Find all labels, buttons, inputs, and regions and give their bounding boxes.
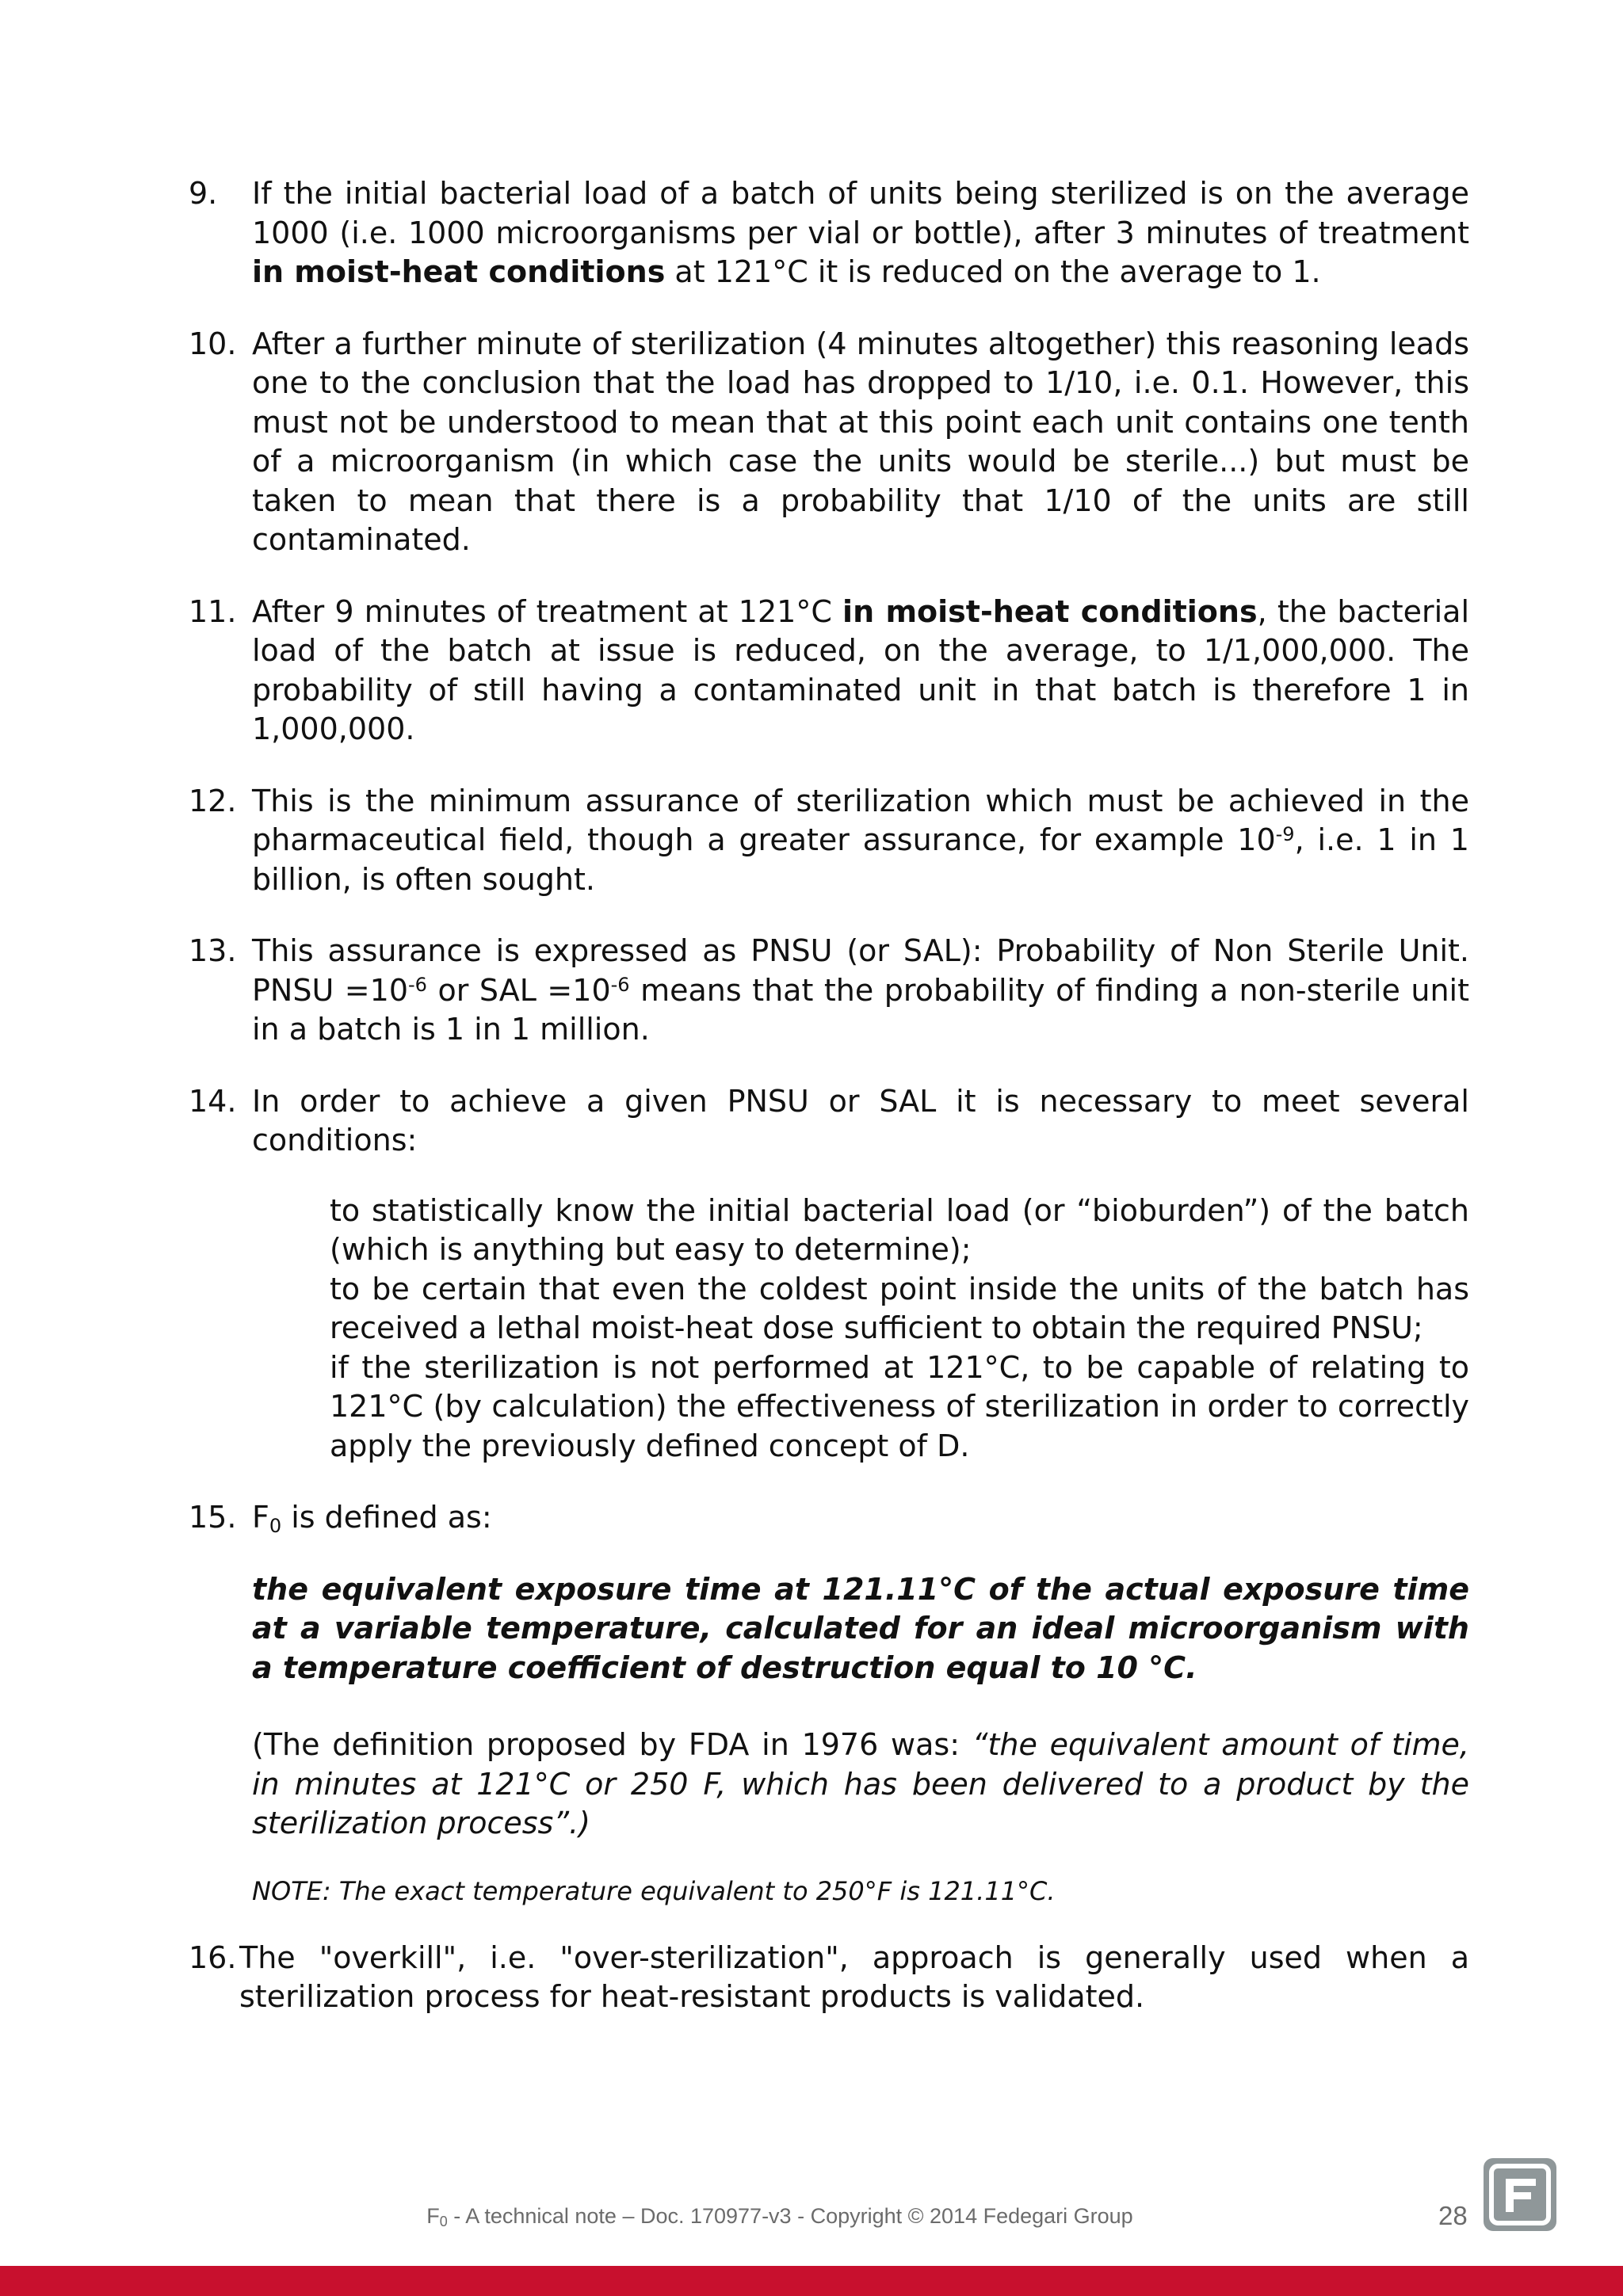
fedegari-logo-icon xyxy=(1482,2157,1558,2233)
fda-definition: (The definition proposed by FDA in 1976 was: “the equivalent amount of time, in minutes at 121°C or 250 F, which has been delivered to a product by the sterilization process”.) xyxy=(252,1727,1469,1840)
item-text: This is the minimum assurance of sterilization which must be achieved in the pharmaceutical field, though a greater assurance, for example $10^{-9}$, i.e. 1 in 1 billion, is often sought. xyxy=(252,783,1469,897)
page-number: 28 xyxy=(1438,2201,1468,2230)
condition-item: to statistically know the initial bacterial load (or “bioburden”) of the batch (which is anything but easy to determine); xyxy=(330,1192,1469,1267)
list-item-14 xyxy=(189,1082,1469,1161)
item-text: If the initial bacterial load of a batch of units being sterilized is on the average 1000 (i.e. 1000 microorganisms per vial or bottle), after 3 minutes of treatment in moist-heat conditions at 121°C it is reduced on the average to 1. xyxy=(252,176,1469,289)
item-text: After a further minute of sterilization (4 minutes altogether) this reasoning leads one to the conclusion that the load has dropped to 1/10, i.e. 0.1. However, this must not be understood to mean that at this point each unit contains one tenth of a microorganism (in which case the units would be sterile...) but must be taken to mean that there is a probability that 1/10 of the units are still contaminated. xyxy=(252,326,1469,557)
list-item-13 xyxy=(189,932,1469,1050)
item-text: After 9 minutes of treatment at 121°C in moist-heat conditions, the bacterial load of the batch at issue is reduced, on the average, to 1/1,000,000. The probability of still having a contaminated unit in that batch is therefore 1 in 1,000,000. xyxy=(252,593,1470,746)
document-body xyxy=(189,174,1469,2050)
footer-accent-bar xyxy=(0,2266,1623,2296)
item-number: 10. xyxy=(189,326,237,361)
list-item-12 xyxy=(189,782,1469,900)
item-number: 13. xyxy=(189,933,237,968)
condition-item: to be certain that even the coldest point inside the units of the batch has received a lethal moist-heat dose sufficient to obtain the required PNSU; xyxy=(330,1271,1469,1345)
f0-definition: the equivalent exposure time at 121.11°C of the actual exposure time at a variable temperature, calculated for an ideal microorganism with a temperature coefficient of destruction equal to 10 °C. xyxy=(252,1571,1469,1685)
item-number: 12. xyxy=(189,783,237,818)
list-item-15 xyxy=(189,1498,1469,1538)
item-number: 16. xyxy=(189,1939,237,1975)
temperature-note: NOTE: The exact temperature equivalent to 250°F is 121.11°C. xyxy=(252,1875,1056,1906)
item-number: 9. xyxy=(189,176,218,211)
list-item-9 xyxy=(189,174,1469,292)
item-number: 14. xyxy=(189,1083,237,1119)
item-number: 11. xyxy=(189,593,237,629)
list-item-16 xyxy=(189,1939,1469,2017)
item-text: This assurance is expressed as PNSU (or SAL): Probability of Non Sterile Unit. PNSU $=10^{-6}$ or SAL $=10^{-6}$ means that the probability of finding a non-sterile unit in a batch is 1 in 1 million. xyxy=(252,933,1469,1047)
list-item-10 xyxy=(189,325,1469,560)
conditions-list xyxy=(189,1192,1469,1466)
item-text: The "overkill", i.e. "over-sterilization", approach is generally used when a sterilization process for heat-resistant products is validated. xyxy=(239,1939,1469,2014)
list-item-11 xyxy=(189,593,1469,749)
footer-text: $F_0$ - A technical note – Doc. 170977-v3 - Copyright © 2014 Fedegari Group xyxy=(426,2204,1133,2229)
item-text: $F_0$ is defined as: xyxy=(252,1500,492,1537)
item-text: In order to achieve a given PNSU or SAL it is necessary to meet several conditions: xyxy=(252,1083,1469,1158)
condition-item: if the sterilization is not performed at 121°C, to be capable of relating to 121°C (by calculation) the effectiveness of sterilization in order to correctly apply the previously defined concept of D. xyxy=(330,1349,1469,1463)
item-number: 15. xyxy=(189,1500,237,1535)
